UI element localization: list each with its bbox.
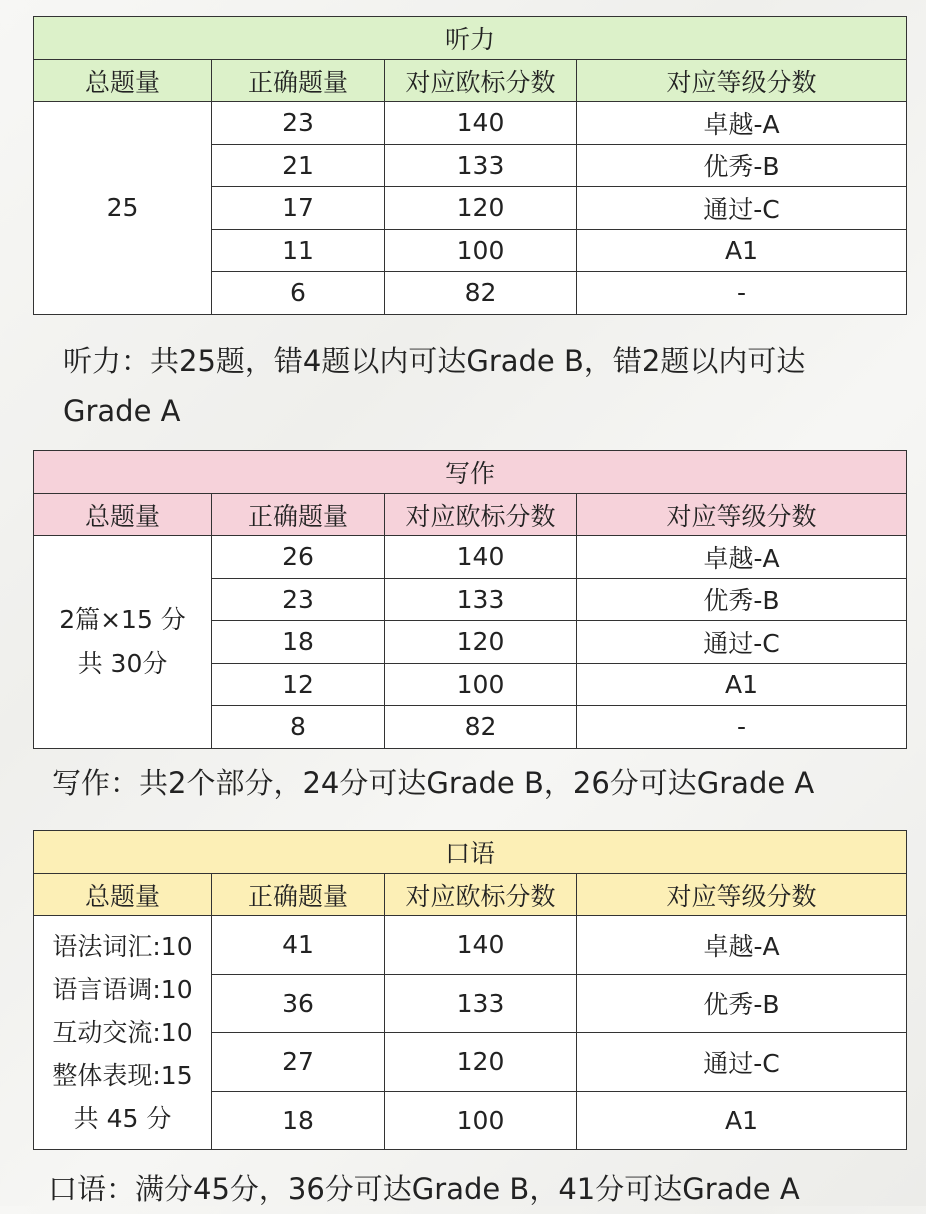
correct-cell: 6 <box>212 272 385 315</box>
grade-cell: 卓越-A <box>577 916 907 975</box>
speaking-note: 口语：满分45分，36分可达Grade B，41分可达Grade A <box>48 1172 800 1206</box>
correct-cell: 23 <box>212 102 385 145</box>
grade-cell: - <box>577 706 907 749</box>
header-correct: 正确题量 <box>212 494 385 536</box>
grade-cell: 卓越-A <box>577 536 907 579</box>
grade-cell: - <box>577 272 907 315</box>
total-line: 整体表现:15 <box>52 1061 193 1090</box>
total-line: 25 <box>106 192 139 222</box>
grade-cell: 优秀-B <box>577 974 907 1033</box>
table-title: 写作 <box>34 451 907 494</box>
header-total: 总题量 <box>34 874 212 916</box>
euro-cell: 140 <box>385 916 577 975</box>
total-line: 语法词汇:10 <box>52 932 193 961</box>
correct-cell: 26 <box>212 536 385 579</box>
total-line: 互动交流:10 <box>52 1018 193 1047</box>
correct-cell: 18 <box>212 621 385 664</box>
total-line: 共 30分 <box>77 648 168 678</box>
euro-cell: 133 <box>385 144 577 187</box>
euro-cell: 82 <box>385 272 577 315</box>
speaking-table <box>33 830 907 1150</box>
euro-cell: 100 <box>385 1091 577 1150</box>
correct-cell: 11 <box>212 229 385 272</box>
grade-cell: 通过-C <box>577 187 907 230</box>
correct-cell: 12 <box>212 663 385 706</box>
correct-cell: 36 <box>212 974 385 1033</box>
euro-cell: 120 <box>385 1033 577 1092</box>
table-row <box>34 102 907 145</box>
total-line: 2篇×15 分 <box>59 604 186 634</box>
correct-cell: 8 <box>212 706 385 749</box>
euro-cell: 140 <box>385 536 577 579</box>
table-title: 口语 <box>34 831 907 874</box>
correct-cell: 18 <box>212 1091 385 1150</box>
listening-note: 听力：共25题，错4题以内可达Grade B，错2题以内可达Grade A <box>63 344 806 428</box>
writing-table <box>33 450 907 749</box>
euro-cell: 82 <box>385 706 577 749</box>
grade-cell: A1 <box>577 229 907 272</box>
writing-note: 写作：共2个部分，24分可达Grade B，26分可达Grade A <box>52 766 815 800</box>
correct-cell: 17 <box>212 187 385 230</box>
euro-cell: 140 <box>385 102 577 145</box>
euro-cell: 133 <box>385 974 577 1033</box>
header-correct: 正确题量 <box>212 874 385 916</box>
header-euro-score: 对应欧标分数 <box>385 60 577 102</box>
table-row <box>34 536 907 579</box>
header-total: 总题量 <box>34 60 212 102</box>
correct-cell: 23 <box>212 578 385 621</box>
header-grade-score: 对应等级分数 <box>577 494 907 536</box>
header-total: 总题量 <box>34 494 212 536</box>
total-line: 共 45 分 <box>73 1104 172 1133</box>
header-grade-score: 对应等级分数 <box>577 874 907 916</box>
total-cell <box>34 536 212 749</box>
table-row <box>34 916 907 975</box>
header-grade-score: 对应等级分数 <box>577 60 907 102</box>
header-euro-score: 对应欧标分数 <box>385 494 577 536</box>
grade-cell: 优秀-B <box>577 144 907 187</box>
correct-cell: 41 <box>212 916 385 975</box>
grade-cell: A1 <box>577 1091 907 1150</box>
euro-cell: 120 <box>385 187 577 230</box>
euro-cell: 100 <box>385 229 577 272</box>
grade-cell: 优秀-B <box>577 578 907 621</box>
header-euro-score: 对应欧标分数 <box>385 874 577 916</box>
euro-cell: 133 <box>385 578 577 621</box>
grade-cell: A1 <box>577 663 907 706</box>
correct-cell: 21 <box>212 144 385 187</box>
grade-cell: 卓越-A <box>577 102 907 145</box>
correct-cell: 27 <box>212 1033 385 1092</box>
euro-cell: 120 <box>385 621 577 664</box>
table-title: 听力 <box>34 17 907 60</box>
header-correct: 正确题量 <box>212 60 385 102</box>
euro-cell: 100 <box>385 663 577 706</box>
total-cell <box>34 102 212 315</box>
grade-cell: 通过-C <box>577 1033 907 1092</box>
total-cell <box>34 916 212 1150</box>
listening-table <box>33 16 907 315</box>
total-line: 语言语调:10 <box>52 975 193 1004</box>
grade-cell: 通过-C <box>577 621 907 664</box>
